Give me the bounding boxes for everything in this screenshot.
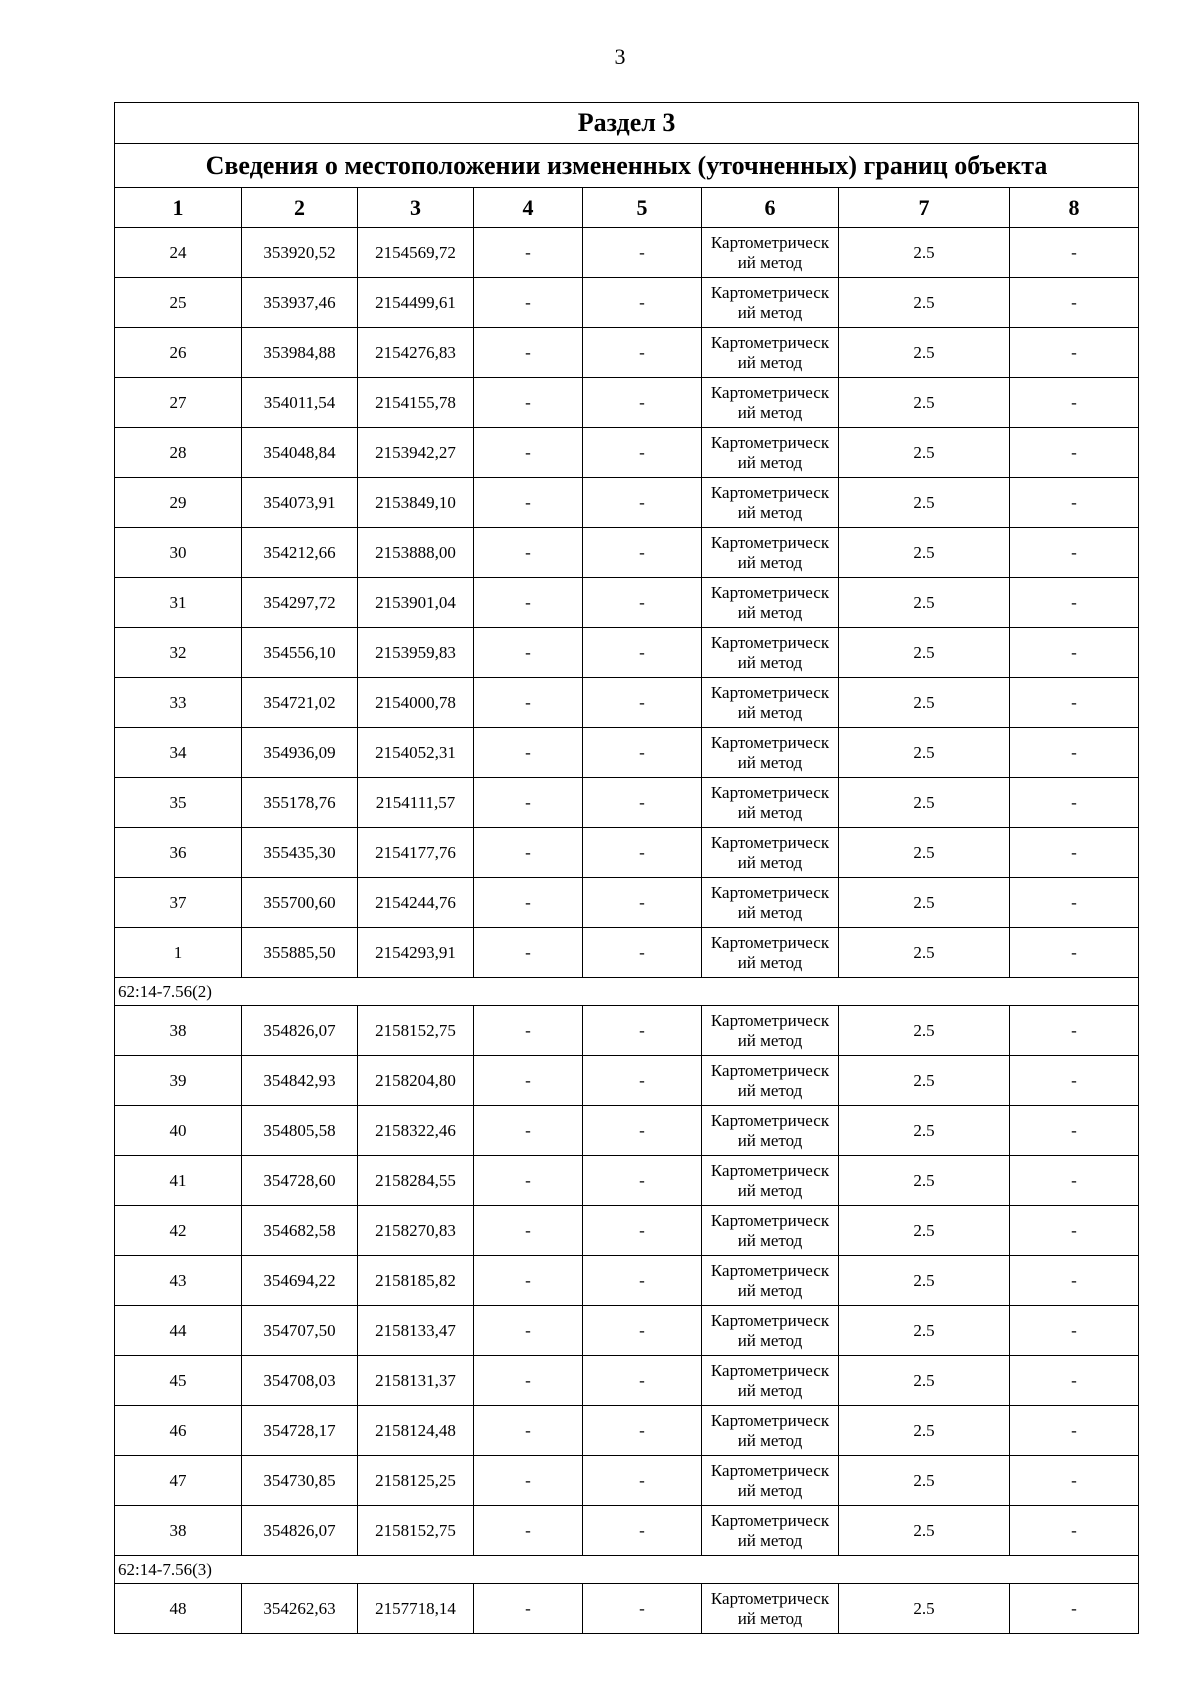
col4-cell: - — [474, 1206, 583, 1256]
table-row — [115, 1156, 1139, 1206]
col8-cell: - — [1010, 778, 1139, 828]
method-cell: Картометрическ ий метод — [702, 378, 839, 428]
table-row — [115, 678, 1139, 728]
col5-cell: - — [583, 928, 702, 978]
point-number-cell: 30 — [115, 528, 242, 578]
table-row — [115, 828, 1139, 878]
table-row — [115, 778, 1139, 828]
y-coordinate-cell: 2154000,78 — [358, 678, 474, 728]
x-coordinate-cell: 354805,58 — [242, 1106, 358, 1156]
col5-cell: - — [583, 1356, 702, 1406]
y-coordinate-cell: 2158322,46 — [358, 1106, 474, 1156]
y-coordinate-cell: 2154111,57 — [358, 778, 474, 828]
y-coordinate-cell: 2154499,61 — [358, 278, 474, 328]
table-row — [115, 1356, 1139, 1406]
accuracy-cell: 2.5 — [839, 1206, 1010, 1256]
table-row — [115, 328, 1139, 378]
col8-cell: - — [1010, 928, 1139, 978]
method-cell: Картометрическ ий метод — [702, 328, 839, 378]
col8-cell: - — [1010, 278, 1139, 328]
point-number-cell: 42 — [115, 1206, 242, 1256]
col8-cell: - — [1010, 1006, 1139, 1056]
column-number: 6 — [702, 188, 839, 228]
x-coordinate-cell: 354297,72 — [242, 578, 358, 628]
point-number-cell: 44 — [115, 1306, 242, 1356]
col4-cell: - — [474, 1506, 583, 1556]
x-coordinate-cell: 354730,85 — [242, 1456, 358, 1506]
method-cell: Картометрическ ий метод — [702, 1106, 839, 1156]
y-coordinate-cell: 2154177,76 — [358, 828, 474, 878]
col8-cell: - — [1010, 728, 1139, 778]
y-coordinate-cell: 2158284,55 — [358, 1156, 474, 1206]
x-coordinate-cell: 354707,50 — [242, 1306, 358, 1356]
col5-cell: - — [583, 878, 702, 928]
y-coordinate-cell: 2153901,04 — [358, 578, 474, 628]
col8-cell: - — [1010, 578, 1139, 628]
col4-cell: - — [474, 578, 583, 628]
method-cell: Картометрическ ий метод — [702, 828, 839, 878]
x-coordinate-cell: 355435,30 — [242, 828, 358, 878]
y-coordinate-cell: 2154155,78 — [358, 378, 474, 428]
table-row — [115, 428, 1139, 478]
column-number: 4 — [474, 188, 583, 228]
accuracy-cell: 2.5 — [839, 328, 1010, 378]
accuracy-cell: 2.5 — [839, 1306, 1010, 1356]
method-cell: Картометрическ ий метод — [702, 878, 839, 928]
col4-cell: - — [474, 478, 583, 528]
method-cell: Картометрическ ий метод — [702, 1456, 839, 1506]
accuracy-cell: 2.5 — [839, 1456, 1010, 1506]
accuracy-cell: 2.5 — [839, 1356, 1010, 1406]
column-number: 7 — [839, 188, 1010, 228]
column-number: 5 — [583, 188, 702, 228]
accuracy-cell: 2.5 — [839, 478, 1010, 528]
col5-cell: - — [583, 378, 702, 428]
method-cell: Картометрическ ий метод — [702, 1006, 839, 1056]
point-number-cell: 48 — [115, 1584, 242, 1634]
group-label: 62:14-7.56(2) — [115, 978, 1139, 1006]
col4-cell: - — [474, 528, 583, 578]
col4-cell: - — [474, 1306, 583, 1356]
col5-cell: - — [583, 478, 702, 528]
method-cell: Картометрическ ий метод — [702, 628, 839, 678]
accuracy-cell: 2.5 — [839, 828, 1010, 878]
x-coordinate-cell: 354073,91 — [242, 478, 358, 528]
col5-cell: - — [583, 828, 702, 878]
col4-cell: - — [474, 328, 583, 378]
point-number-cell: 43 — [115, 1256, 242, 1306]
accuracy-cell: 2.5 — [839, 578, 1010, 628]
col4-cell: - — [474, 928, 583, 978]
method-cell: Картометрическ ий метод — [702, 728, 839, 778]
table-row — [115, 528, 1139, 578]
x-coordinate-cell: 353920,52 — [242, 228, 358, 278]
x-coordinate-cell: 354694,22 — [242, 1256, 358, 1306]
accuracy-cell: 2.5 — [839, 628, 1010, 678]
col5-cell: - — [583, 1456, 702, 1506]
accuracy-cell: 2.5 — [839, 1256, 1010, 1306]
col5-cell: - — [583, 578, 702, 628]
table-row — [115, 1006, 1139, 1056]
accuracy-cell: 2.5 — [839, 428, 1010, 478]
point-number-cell: 38 — [115, 1506, 242, 1556]
table-row — [115, 378, 1139, 428]
accuracy-cell: 2.5 — [839, 528, 1010, 578]
col8-cell: - — [1010, 1506, 1139, 1556]
method-cell: Картометрическ ий метод — [702, 578, 839, 628]
col8-cell: - — [1010, 1256, 1139, 1306]
method-cell: Картометрическ ий метод — [702, 228, 839, 278]
y-coordinate-cell: 2154569,72 — [358, 228, 474, 278]
col4-cell: - — [474, 1456, 583, 1506]
accuracy-cell: 2.5 — [839, 1506, 1010, 1556]
y-coordinate-cell: 2154276,83 — [358, 328, 474, 378]
col8-cell: - — [1010, 828, 1139, 878]
col5-cell: - — [583, 678, 702, 728]
col4-cell: - — [474, 728, 583, 778]
y-coordinate-cell: 2158133,47 — [358, 1306, 474, 1356]
x-coordinate-cell: 354728,17 — [242, 1406, 358, 1456]
table-row — [115, 478, 1139, 528]
section-subtitle: Сведения о местоположении измененных (уточненных) границ объекта — [115, 144, 1139, 188]
group-label-row — [115, 1556, 1139, 1584]
col5-cell: - — [583, 728, 702, 778]
table-row — [115, 928, 1139, 978]
method-cell: Картометрическ ий метод — [702, 428, 839, 478]
point-number-cell: 1 — [115, 928, 242, 978]
y-coordinate-cell: 2153942,27 — [358, 428, 474, 478]
table-row — [115, 1106, 1139, 1156]
col4-cell: - — [474, 628, 583, 678]
point-number-cell: 31 — [115, 578, 242, 628]
y-coordinate-cell: 2158124,48 — [358, 1406, 474, 1456]
point-number-cell: 29 — [115, 478, 242, 528]
page-number: 3 — [614, 44, 626, 69]
col5-cell: - — [583, 1584, 702, 1634]
y-coordinate-cell: 2153888,00 — [358, 528, 474, 578]
method-cell: Картометрическ ий метод — [702, 1256, 839, 1306]
column-number: 1 — [115, 188, 242, 228]
col8-cell: - — [1010, 528, 1139, 578]
y-coordinate-cell: 2154244,76 — [358, 878, 474, 928]
col4-cell: - — [474, 1056, 583, 1106]
col5-cell: - — [583, 1506, 702, 1556]
y-coordinate-cell: 2158131,37 — [358, 1356, 474, 1406]
x-coordinate-cell: 353937,46 — [242, 278, 358, 328]
x-coordinate-cell: 354262,63 — [242, 1584, 358, 1634]
col8-cell: - — [1010, 428, 1139, 478]
col4-cell: - — [474, 1356, 583, 1406]
col5-cell: - — [583, 228, 702, 278]
y-coordinate-cell: 2158152,75 — [358, 1006, 474, 1056]
accuracy-cell: 2.5 — [839, 1056, 1010, 1106]
table-row — [115, 228, 1139, 278]
point-number-cell: 32 — [115, 628, 242, 678]
col8-cell: - — [1010, 378, 1139, 428]
col5-cell: - — [583, 528, 702, 578]
col4-cell: - — [474, 1156, 583, 1206]
col8-cell: - — [1010, 328, 1139, 378]
method-cell: Картометрическ ий метод — [702, 528, 839, 578]
col4-cell: - — [474, 1406, 583, 1456]
y-coordinate-cell: 2157718,14 — [358, 1584, 474, 1634]
point-number-cell: 46 — [115, 1406, 242, 1456]
col4-cell: - — [474, 378, 583, 428]
col8-cell: - — [1010, 878, 1139, 928]
method-cell: Картометрическ ий метод — [702, 678, 839, 728]
x-coordinate-cell: 355700,60 — [242, 878, 358, 928]
x-coordinate-cell: 354826,07 — [242, 1006, 358, 1056]
x-coordinate-cell: 353984,88 — [242, 328, 358, 378]
method-cell: Картометрическ ий метод — [702, 1306, 839, 1356]
x-coordinate-cell: 354556,10 — [242, 628, 358, 678]
col5-cell: - — [583, 778, 702, 828]
col4-cell: - — [474, 878, 583, 928]
y-coordinate-cell: 2158204,80 — [358, 1056, 474, 1106]
section-title: Раздел 3 — [115, 103, 1139, 144]
y-coordinate-cell: 2153849,10 — [358, 478, 474, 528]
col8-cell: - — [1010, 1456, 1139, 1506]
col4-cell: - — [474, 678, 583, 728]
method-cell: Картометрическ ий метод — [702, 1206, 839, 1256]
method-cell: Картометрическ ий метод — [702, 1506, 839, 1556]
col5-cell: - — [583, 278, 702, 328]
y-coordinate-cell: 2158152,75 — [358, 1506, 474, 1556]
x-coordinate-cell: 354682,58 — [242, 1206, 358, 1256]
accuracy-cell: 2.5 — [839, 1406, 1010, 1456]
col5-cell: - — [583, 1056, 702, 1106]
col4-cell: - — [474, 228, 583, 278]
col5-cell: - — [583, 1306, 702, 1356]
table-row — [115, 1206, 1139, 1256]
col5-cell: - — [583, 628, 702, 678]
column-number-row — [115, 188, 1139, 228]
col8-cell: - — [1010, 1056, 1139, 1106]
accuracy-cell: 2.5 — [839, 878, 1010, 928]
method-cell: Картометрическ ий метод — [702, 778, 839, 828]
column-number: 8 — [1010, 188, 1139, 228]
method-cell: Картометрическ ий метод — [702, 1056, 839, 1106]
point-number-cell: 40 — [115, 1106, 242, 1156]
point-number-cell: 47 — [115, 1456, 242, 1506]
accuracy-cell: 2.5 — [839, 728, 1010, 778]
method-cell: Картометрическ ий метод — [702, 1156, 839, 1206]
col8-cell: - — [1010, 1356, 1139, 1406]
accuracy-cell: 2.5 — [839, 1006, 1010, 1056]
col4-cell: - — [474, 1106, 583, 1156]
table-row — [115, 628, 1139, 678]
col5-cell: - — [583, 428, 702, 478]
col4-cell: - — [474, 778, 583, 828]
col5-cell: - — [583, 1406, 702, 1456]
col4-cell: - — [474, 1256, 583, 1306]
table-row — [115, 1506, 1139, 1556]
table-row — [115, 1406, 1139, 1456]
col8-cell: - — [1010, 1406, 1139, 1456]
method-cell: Картометрическ ий метод — [702, 478, 839, 528]
table-row — [115, 1256, 1139, 1306]
accuracy-cell: 2.5 — [839, 1106, 1010, 1156]
x-coordinate-cell: 355178,76 — [242, 778, 358, 828]
accuracy-cell: 2.5 — [839, 1156, 1010, 1206]
x-coordinate-cell: 354936,09 — [242, 728, 358, 778]
x-coordinate-cell: 354826,07 — [242, 1506, 358, 1556]
col8-cell: - — [1010, 228, 1139, 278]
accuracy-cell: 2.5 — [839, 778, 1010, 828]
x-coordinate-cell: 354728,60 — [242, 1156, 358, 1206]
table-row — [115, 1306, 1139, 1356]
accuracy-cell: 2.5 — [839, 678, 1010, 728]
method-cell: Картометрическ ий метод — [702, 278, 839, 328]
point-number-cell: 34 — [115, 728, 242, 778]
col5-cell: - — [583, 1256, 702, 1306]
table-row — [115, 1056, 1139, 1106]
method-cell: Картометрическ ий метод — [702, 1406, 839, 1456]
accuracy-cell: 2.5 — [839, 378, 1010, 428]
point-number-cell: 37 — [115, 878, 242, 928]
group-label-row — [115, 978, 1139, 1006]
y-coordinate-cell: 2158270,83 — [358, 1206, 474, 1256]
method-cell: Картометрическ ий метод — [702, 928, 839, 978]
y-coordinate-cell: 2154052,31 — [358, 728, 474, 778]
y-coordinate-cell: 2154293,91 — [358, 928, 474, 978]
table-row — [115, 1456, 1139, 1506]
table-row — [115, 728, 1139, 778]
col4-cell: - — [474, 1006, 583, 1056]
point-number-cell: 35 — [115, 778, 242, 828]
col8-cell: - — [1010, 1306, 1139, 1356]
point-number-cell: 45 — [115, 1356, 242, 1406]
x-coordinate-cell: 354842,93 — [242, 1056, 358, 1106]
point-number-cell: 26 — [115, 328, 242, 378]
x-coordinate-cell: 354011,54 — [242, 378, 358, 428]
point-number-cell: 33 — [115, 678, 242, 728]
y-coordinate-cell: 2158185,82 — [358, 1256, 474, 1306]
y-coordinate-cell: 2153959,83 — [358, 628, 474, 678]
x-coordinate-cell: 354708,03 — [242, 1356, 358, 1406]
table-row — [115, 278, 1139, 328]
col4-cell: - — [474, 428, 583, 478]
x-coordinate-cell: 354721,02 — [242, 678, 358, 728]
accuracy-cell: 2.5 — [839, 278, 1010, 328]
col4-cell: - — [474, 828, 583, 878]
col8-cell: - — [1010, 1206, 1139, 1256]
column-number: 3 — [358, 188, 474, 228]
col8-cell: - — [1010, 628, 1139, 678]
x-coordinate-cell: 354212,66 — [242, 528, 358, 578]
table-row — [115, 1584, 1139, 1634]
x-coordinate-cell: 354048,84 — [242, 428, 358, 478]
col8-cell: - — [1010, 1584, 1139, 1634]
group-label: 62:14-7.56(3) — [115, 1556, 1139, 1584]
point-number-cell: 41 — [115, 1156, 242, 1206]
accuracy-cell: 2.5 — [839, 1584, 1010, 1634]
col8-cell: - — [1010, 478, 1139, 528]
col4-cell: - — [474, 278, 583, 328]
col5-cell: - — [583, 1206, 702, 1256]
table-row — [115, 578, 1139, 628]
point-number-cell: 39 — [115, 1056, 242, 1106]
table-row — [115, 878, 1139, 928]
col5-cell: - — [583, 328, 702, 378]
col8-cell: - — [1010, 1106, 1139, 1156]
y-coordinate-cell: 2158125,25 — [358, 1456, 474, 1506]
point-number-cell: 27 — [115, 378, 242, 428]
col5-cell: - — [583, 1006, 702, 1056]
accuracy-cell: 2.5 — [839, 928, 1010, 978]
column-number: 2 — [242, 188, 358, 228]
col8-cell: - — [1010, 1156, 1139, 1206]
point-number-cell: 24 — [115, 228, 242, 278]
method-cell: Картометрическ ий метод — [702, 1584, 839, 1634]
point-number-cell: 25 — [115, 278, 242, 328]
accuracy-cell: 2.5 — [839, 228, 1010, 278]
method-cell: Картометрическ ий метод — [702, 1356, 839, 1406]
point-number-cell: 38 — [115, 1006, 242, 1056]
col5-cell: - — [583, 1156, 702, 1206]
point-number-cell: 36 — [115, 828, 242, 878]
point-number-cell: 28 — [115, 428, 242, 478]
boundary-coordinates-table — [114, 102, 1139, 1634]
col4-cell: - — [474, 1584, 583, 1634]
col8-cell: - — [1010, 678, 1139, 728]
x-coordinate-cell: 355885,50 — [242, 928, 358, 978]
col5-cell: - — [583, 1106, 702, 1156]
